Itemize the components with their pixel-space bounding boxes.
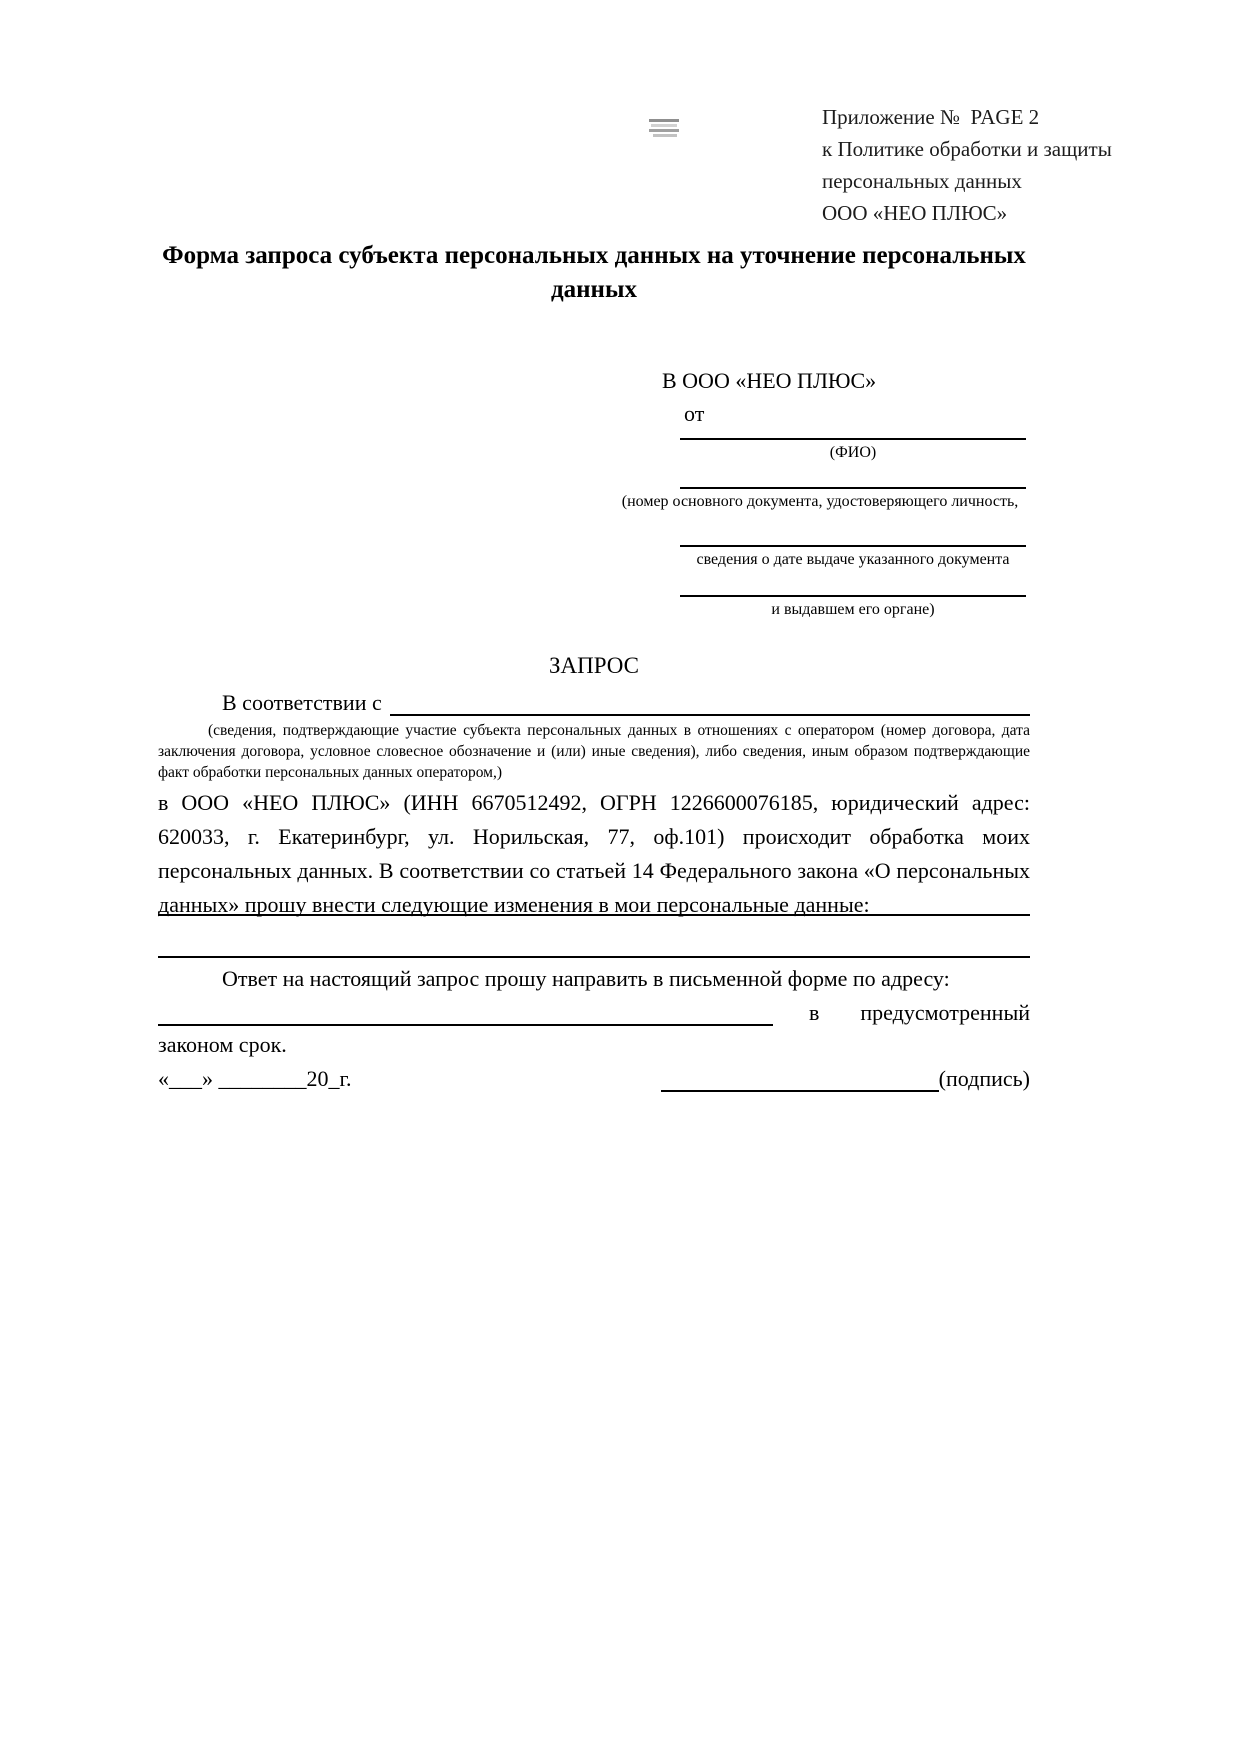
fio-caption: (ФИО) <box>829 444 877 461</box>
intro-row <box>158 688 1030 716</box>
date-blank[interactable]: «___» ________20_г. <box>158 1066 352 1091</box>
reply-address-row <box>158 998 1030 1026</box>
fine-print-note: (сведения, подтверждающие участие субъекта персональных данных в отношениях с оператором (номер договора, дата заключения договора, условное словесное обозначение и (или) иные сведения), либо сведения, иным образом подтверждающие факт обработки персональных данных оператором,) <box>158 722 1030 781</box>
fio-blank-line[interactable] <box>680 438 1026 440</box>
annex-header-line: к Политике обработки и защиты <box>822 137 1112 161</box>
signature-row <box>158 1062 1030 1092</box>
annex-header-line: ООО «НЕО ПЛЮС» <box>822 201 1008 225</box>
embedded-object-marker-icon <box>649 117 679 141</box>
annex-header-line: Приложение № PAGE 2 <box>822 105 1040 129</box>
request-heading: ЗАПРОС <box>548 653 640 678</box>
issuing-authority-caption: и выдавшем его органе) <box>771 601 935 618</box>
reply-tail-word: предусмотренный <box>860 1000 1030 1025</box>
intro-prefix: В соответствии с <box>222 690 382 715</box>
basis-blank-line[interactable] <box>390 692 1030 716</box>
request-body-paragraph: в ООО «НЕО ПЛЮС» (ИНН 6670512492, ОГРН 1226600076185, юридический адрес: 620033, г. Екатеринбург, ул. Норильская, 77, оф.101) происходит обработка моих персональных данных. В соответствии со статьей 14 Федерального закона «О персональных данных» прошу внести следующие изменения в мои персональные данные: <box>158 790 1030 917</box>
signature-caption: (подпись) <box>938 1066 1030 1091</box>
issuing-authority-blank-line[interactable] <box>680 595 1026 597</box>
changes-blank-line-1[interactable] <box>158 914 1030 916</box>
addressee-company: В ООО «НЕО ПЛЮС» <box>662 368 877 393</box>
document-number-blank-line[interactable] <box>680 487 1026 489</box>
changes-blank-line-2[interactable] <box>158 956 1030 958</box>
addressee-from-label: от <box>684 401 705 426</box>
issue-date-blank-line[interactable] <box>680 545 1026 547</box>
reply-sentence: Ответ на настоящий запрос прошу направить в письменной форме по адресу: <box>222 966 950 991</box>
signature-blank-line[interactable] <box>661 1068 939 1092</box>
document-number-caption: (номер основного документа, удостоверяющего личность, <box>621 493 1019 510</box>
reply-tail-word: в <box>809 1000 820 1025</box>
annex-header <box>822 101 1152 229</box>
issue-date-caption: сведения о дате выдаче указанного документа <box>696 551 1010 568</box>
annex-header-line: персональных данных <box>822 169 1022 193</box>
reply-closing: законом срок. <box>158 1032 287 1057</box>
reply-address-blank-line[interactable] <box>158 1002 773 1026</box>
document-title: Форма запроса субъекта персональных данных на уточнение персональных данных <box>162 242 1026 303</box>
